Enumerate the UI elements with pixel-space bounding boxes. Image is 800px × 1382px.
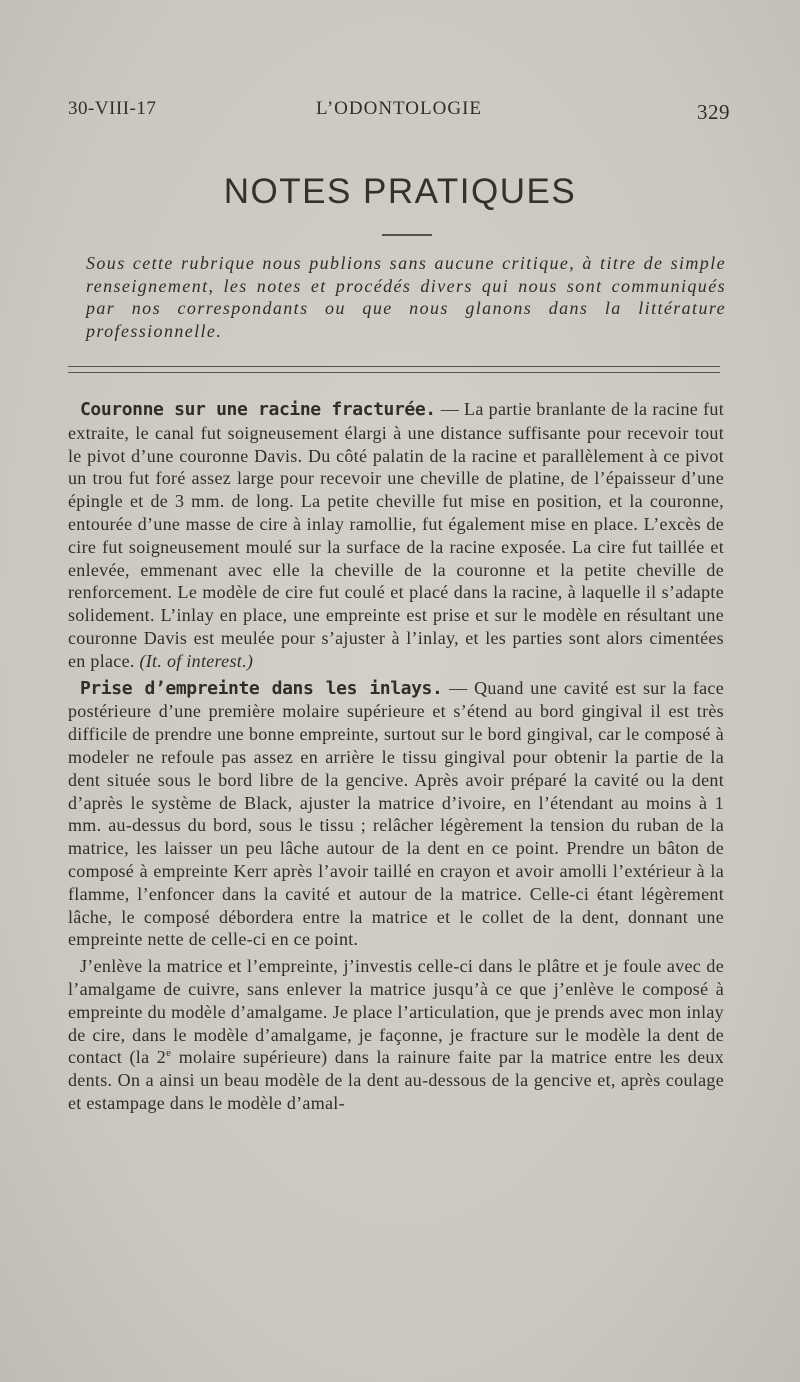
- title-rule: [382, 234, 432, 236]
- article-body: [68, 398, 724, 1119]
- double-rule-divider: [68, 366, 720, 373]
- page-number: 329: [697, 100, 730, 124]
- issue-date: 30-VIII-17: [68, 98, 157, 119]
- article-paragraph: [68, 398, 724, 673]
- article-text: — La partie branlante de la racine fut extraite, le canal fut soigneusement élargi à une distance suffisante pour recevoir tout le pivot d’une couronne Davis. Du côté palatin de la racine et parallèlement à ce pivot un trou fut foré assez large pour recevoir une cheville de platine, de l’épaisseur d’une épingle et de 3 mm. de long. La petite cheville fut mise en position, et la couronne, entourée d’une masse de cire à inlay ramollie, fut également mise en place. L’excès de cire fut soigneusement moulé sur la surface de la racine exposée. La cire fut taillée et enlevée, emmenant avec elle la cheville de la couronne et la petite cheville de renforcement. Le modèle de cire fut coulé et placé dans la racine, à laquelle il s’adapte solidement. L’inlay en place, une empreinte est prise et sur le modèle en résultant une couronne Davis est meulée pour s’ajuster à l’inlay, et les parties sont alors cimentées en place.: [68, 399, 724, 671]
- article-text: — Quand une cavité est sur la face postérieure d’une première molaire supérieure et s’étend au bord gingival il est très difficile de prendre une bonne empreinte, surtout sur le bord gingival, car le composé à modeler ne refoule pas assez en arrière le tissu gingival pour obtenir la partie de la dent située sous le bord libre de la gencive. Après avoir préparé la cavité ou la dent d’après le système de Black, ajuster la matrice d’ivoire, en l’étendant au moins à 1 mm. au-dessus du bord, sous le tissu ; relâcher légèrement la tension du ruban de la matrice, les laisser un peu lâche autour de la dent en ce point. Prendre un bâton de composé à empreinte Kerr après l’avoir taillé en crayon et avoir amolli l’extérieur à la flamme, l’enfoncer dans la cavité et autour de la matrice. Celle-ci étant légèrement lâche, le composé débordera entre la matrice et le collet de la dent, donnant une empreinte nette de celle-ci en ce point.: [68, 677, 724, 950]
- journal-title: L’ODONTOLOGIE: [315, 98, 483, 119]
- article-text: molaire supérieure) dans la rainure faite par la matrice entre les deux dents. On a ainsi un beau modèle de la dent au-dessous de la gencive et, après coulage et estampage dans le modèle d’amal-: [68, 1047, 725, 1113]
- article-paragraph: [68, 677, 724, 952]
- section-title: NOTES PRATIQUES: [223, 172, 577, 211]
- article-heading: Prise d’empreinte dans les inlays.: [80, 677, 443, 699]
- article-paragraph: [68, 955, 724, 1115]
- ordinal-superscript: e: [166, 1047, 172, 1060]
- article-source: (It. of interest.): [139, 650, 254, 671]
- article-heading: Couronne sur une racine fracturée.: [80, 399, 436, 420]
- article-text: J’enlève la matrice et l’empreinte, j’investis celle-ci dans le plâtre et je foule avec de l’amalgame de cuivre, sans enlever la matrice jusqu’à ce que j’enlève le composé à empreinte du modèle d’amalgame. Je place l’articulation, que je prends avec mon inlay de cire, dans le modèle d’amalgame, je façonne, je fracture sur le modèle la dent de contact (la 2: [68, 956, 724, 1068]
- running-header: [68, 98, 730, 126]
- intro-paragraph: Sous cette rubrique nous publions sans aucune critique, à titre de simple renseignement, les notes et procédés divers qui nous sont communiqués par nos correspondants ou que nous glanons dans la littérature professionnelle.: [86, 253, 726, 341]
